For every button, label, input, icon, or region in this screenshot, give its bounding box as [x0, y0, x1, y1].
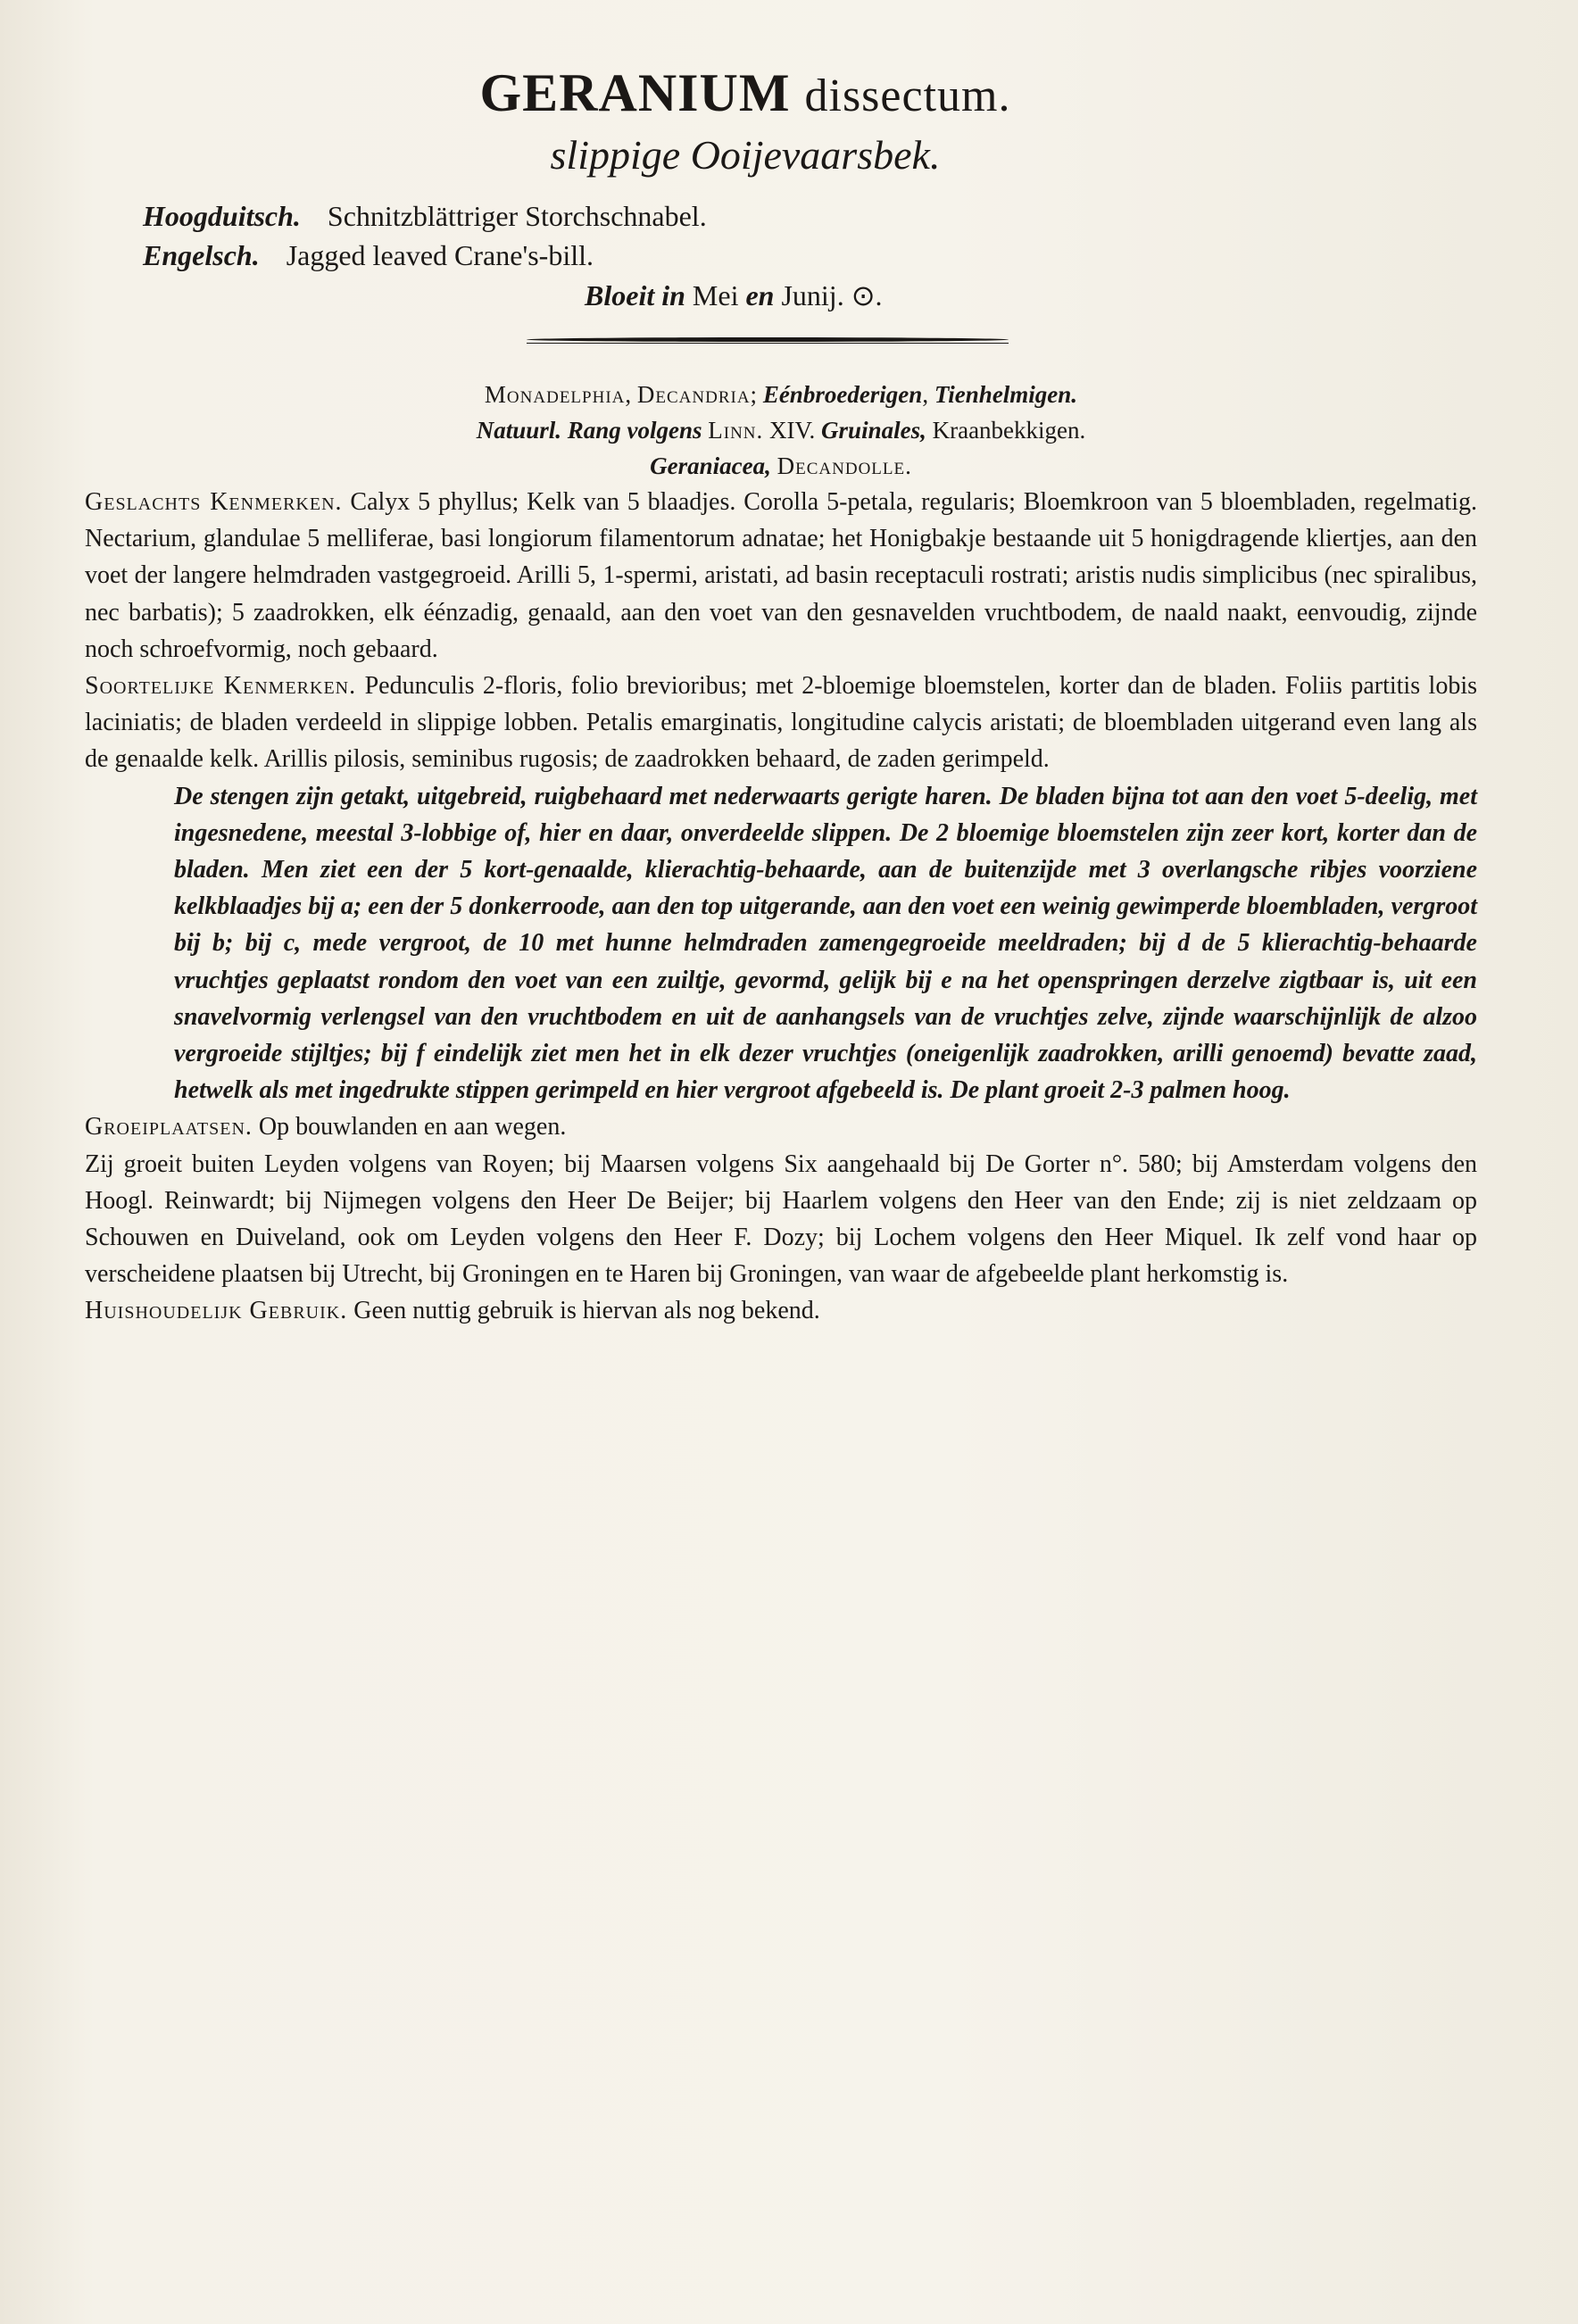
language-label: Hoogduitsch.: [143, 200, 301, 232]
section-heading: Groeiplaatsen.: [85, 1113, 253, 1141]
class-decandria: Decandria: [636, 381, 751, 408]
description-paragraph: De stengen zijn getakt, uitgebreid, ruigbehaard met nederwaarts gerigte haren. De bladen bijna tot aan den voet 5-deelig, met ingesnedene, meestal 3-lobbige of, hier en daar, onverdeelde slippen. De 2 bloemige bloemstelen zijn zeer kort, korter dan de bladen. Men ziet een der 5 kort-genaalde, klierachtig-behaarde, aan de buitenzijde met 3 overlangsche ribjes voorziene kelkblaadjes bij a; een der 5 donkerroode, aan den top uitgerande, aan den voet een weinig gewimperde bloembladen, vergroot bij b; bij c, mede vergroot, de 10 met hunne helmdraden zamengegroeide meeldraden; bij d de 5 klierachtig-behaarde vruchtjes geplaatst rondom den voet van een zuiltje, gevormd, gelijk bij e na het openspringen derzelve zigtbaar is, uit een snavelvormig verlengsel van den vruchtbodem en uit de aanhangsels van de vruchtjes zelve, zijnde waarschijnlijk de alzoo vergroeide stijltjes; bij f eindelijk ziet men het in elk dezer vruchtjes (oneigenlijk zaadrokken, arilli genoemd) bevatte zaad, hetwelk als met ingedrukte stippen gerimpeld en hier vergroot afgebeeld is. De plant groeit 2-3 palmen hoog.: [174, 782, 1477, 1105]
name-row-german: [143, 196, 1477, 236]
decandolle: Decandolle.: [777, 452, 912, 479]
classification-line-2: [85, 412, 1477, 448]
class-monadelphia: Monadelphia: [484, 381, 626, 408]
dutch-name: slippige Ooijevaarsbek.: [550, 132, 941, 178]
flowering-time: [585, 278, 1477, 312]
document-page: [85, 62, 1477, 1330]
section-heading: Huishoudelijk Gebruik.: [85, 1297, 348, 1325]
bloei-month-2: Junij.: [781, 279, 844, 311]
section-heading: Geslachts Kenmerken.: [85, 488, 343, 516]
divider-rule: [527, 336, 1009, 344]
section-text: Op bouwlanden en aan wegen.: [258, 1113, 567, 1141]
species-title: [49, 62, 1441, 124]
section-text: Pedunculis 2-floris, folio brevioribus; met 2-bloemige bloemstelen, korter dan de bladen. Foliis partitis lobis laciniatis; de bladen verdeeld in slippige lobben. Petalis emarginatis, longitudine calycis aristati; de bloembladen uitgerand even lang als de genaalde kelk. Arillis pilosis, seminibus rugosis; de zaadrokken behaard, de zaden gerimpeld.: [85, 672, 1477, 774]
classification-line-1: Monadelphia, Decandria; Eénbroederigen, Tienhelmigen.: [484, 381, 1078, 408]
classification-line-3: [85, 448, 1477, 484]
groeiplaatsen-paragraph: [85, 1108, 1477, 1145]
locations-paragraph: Zij groeit buiten Leyden volgens van Royen; bij Maarsen volgens Six aangehaald bij De Gorter n°. 580; bij Amsterdam volgens den Hoogl. Reinwardt; bij Nijmegen volgens den Heer De Beijer; bij Haarlem volgens den Heer van den Ende; zij is niet zeldzaam op Schouwen en Duiveland, ook om Leyden volgens den Heer F. Dozy; bij Lochem volgens den Heer Miquel. Ik zelf vond haar op verscheidene plaatsen bij Utrecht, bij Groningen en te Haren bij Groningen, van waar de afgebeelde plant herkomstig is.: [85, 1150, 1477, 1289]
class-eenbroederigen: Eénbroederigen: [762, 381, 923, 408]
section-text: Calyx 5 phyllus; Kelk van 5 blaadjes. Corolla 5-petala, regularis; Bloemkroon van 5 bloembladen, regelmatig. Nectarium, glandulae 5 melliferae, basi longiorum filamentorum adnatae; het Honigbakje bestaande uit 5 honigdragende kliertjes, aan den voet der langere helmdraden vastgegroeid. Arilli 5, 1-spermi, aristati, ad basin receptaculi rostrati; aristis nudis simplicibus (nec spiralibus, nec barbatis); 5 zaadrokken, elk éénzadig, genaald, aan den voet van den gesnavelden vruchtbodem, de naald naakt, eenvoudig, zijnde noch schroefvormig, noch gebaard.: [85, 488, 1477, 663]
rank-number: XIV.: [769, 417, 816, 444]
annual-symbol: ⊙.: [851, 279, 883, 311]
kraanbekkigen: Kraanbekkigen.: [932, 417, 1086, 444]
geraniacea: Geraniacea,: [650, 452, 771, 479]
geslachts-paragraph: [85, 484, 1477, 668]
name-row-english: [143, 236, 1477, 275]
vernacular-name: Schnitzblättriger Storchschnabel.: [327, 200, 707, 232]
class-tienhelmigen: Tienhelmigen.: [934, 381, 1078, 408]
linn: Linn.: [708, 417, 764, 444]
natuurl-rang: Natuurl. Rang volgens: [476, 417, 702, 444]
main-text: [85, 484, 1477, 1330]
section-text: Geen nuttig gebruik is hiervan als nog bekend.: [353, 1297, 820, 1325]
vernacular-names: [143, 196, 1477, 275]
blank-page-area: [0, 1785, 1578, 2324]
bloei-month-1: Mei: [692, 279, 739, 311]
species-epithet: dissectum.: [804, 71, 1011, 121]
gebruik-paragraph: [85, 1292, 1477, 1329]
section-heading: Soortelijke Kenmerken.: [85, 672, 357, 701]
bloei-conj: en: [745, 279, 775, 311]
bloei-label: Bloeit in: [585, 279, 685, 311]
gruinales: Gruinales,: [821, 417, 926, 444]
language-label: Engelsch.: [143, 239, 260, 271]
vernacular-name: Jagged leaved Crane's-bill.: [286, 239, 594, 271]
genus-name: GERANIUM: [479, 63, 791, 122]
soortelijke-paragraph: [85, 668, 1477, 778]
classification-block: [85, 377, 1477, 484]
